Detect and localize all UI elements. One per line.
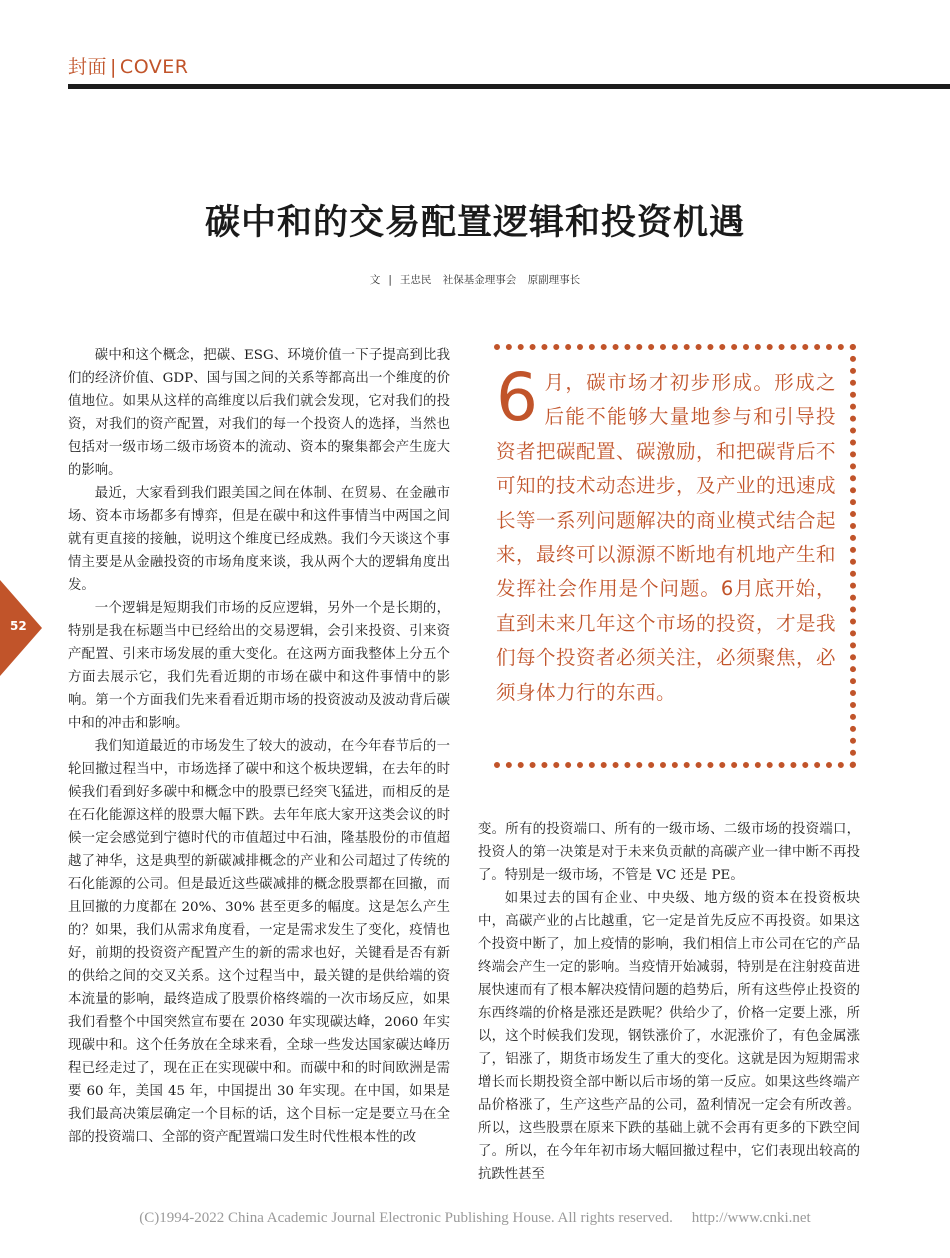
- author-role: 原副理事长: [527, 274, 581, 286]
- byline-prefix: 文: [369, 274, 381, 286]
- section-label: [68, 52, 189, 79]
- pull-quote-text: 月，碳市场才初步形成。形成之后能不能够大量地参与和引导投资者把碳配置、碳激励，和把碳背后不可知的技术动态进步，及产业的迅速成长等一系列问题解决的商业模式结合起来，最终可以源源不断地有机地产生和发挥社会作用是个问题。6月底开始，直到未来几年这个市场的投资，才是我们每个投资者必须关注，必须聚焦，必须身体力行的东西。: [496, 371, 837, 704]
- byline: [0, 272, 950, 287]
- paragraph: 我们知道最近的市场发生了较大的波动，在今年春节后的一轮回撤过程当中，市场选择了碳中和这个板块逻辑，在去年的时候我们看到好多碳中和概念中的股票已经突飞猛进，而相反的是在石化能源这样的股票大幅下跌。去年年底大家开这类会议的时候一定会感觉到宁德时代的市值超过中石油，隆基股份的市值超越了神华，这是典型的新碳减排概念的产业和公司超过了传统的石化能源的公司。但是最近这些碳减排的概念股票都在回撤，而且回撤的力度都在 20%、30% 甚至更多的幅度。这是怎么产生的？如果，我们从需求角度看，一定是需求发生了变化，疫情也好，前期的投资资产配置产生的新的需求也好，关键看是否有新的供给之间的交叉关系。这个过程当中，最关键的是供给端的资本流量的影响，最终造成了股票价格终端的一次市场反应，如果我们看整个中国突然宣布要在 2030 年实现碳达峰，2060 年实现碳中和。这个任务放在全球来看，全球一些发达国家碳达峰历程已经走过了，现在正在实现碳中和。而碳中和的时间欧洲是需要 60 年，美国 45 年，中国提出 30 年实现。在中国，如果是我们最高决策层确定一个目标的话，这个目标一定是要立马在全部的投资端口、全部的资产配置端口发生时代性根本性的改: [68, 739, 450, 1145]
- page-number: 52: [10, 619, 27, 633]
- section-separator: |: [110, 56, 117, 78]
- byline-separator: |: [388, 274, 392, 286]
- author-org: 社保基金理事会: [442, 274, 517, 286]
- section-label-cn: 封面: [68, 56, 108, 78]
- author-name: 王忠民: [399, 274, 432, 286]
- right-column: [478, 818, 860, 1186]
- pull-quote: [496, 359, 837, 710]
- header-rule: [68, 84, 950, 89]
- paragraph: 碳中和这个概念，把碳、ESG、环境价值一下子提高到比我们的经济价值、GDP、国与国之间的关系等都高出一个维度的价值地位。如果从这样的高维度以后我们就会发现，它对我们的投资，对我们的资产配置，对我们的每一个投资人的选择，当然也包括对一级市场二级市场资本的流动、资本的聚集都会产生庞大的影响。: [68, 348, 450, 478]
- paragraph: 最近，大家看到我们跟美国之间在体制、在贸易、在金融市场、资本市场都多有博弈，但是在碳中和这件事情当中两国之间就有更直接的接触，说明这个维度已经成熟。我们今天谈这个事情主要是从金融投资的市场角度来谈，我从两个大的逻辑角度出发。: [68, 486, 450, 593]
- section-label-en: COVER: [119, 56, 189, 78]
- article-title: 碳中和的交易配置逻辑和投资机遇: [204, 202, 745, 243]
- copyright-text: (C)1994-2022 China Academic Journal Electronic Publishing House. All rights reserved.: [139, 1210, 673, 1226]
- paragraph: 如果过去的国有企业、中央级、地方级的资本在投资板块中，高碳产业的占比越重，它一定是首先反应不再投资。如果这个投资中断了，加上疫情的影响，我们相信上市公司在它的产品终端会产生一定的影响。当疫情开始减弱，特别是在注射疫苗进展快速而有了根本解决疫情问题的趋势后，所有这些停止投资的东西终端的价格是涨还是跌呢？供给少了，价格一定要上涨，所以，这个时候我们发现，钢铁涨价了，水泥涨价了，有色金属涨了，铝涨了，期货市场发生了重大的变化。这就是因为短期需求增长而长期投资全部中断以后市场的第一反应。如果这些终端产品价格涨了，生产这些产品的公司，盈利情况一定会有所改善。所以，这些股票在原来下跌的基础上就不会再有更多的下跌空间了。所以，在今年年初市场大幅回撤过程中，它们表现出较高的抗跌性甚至: [478, 891, 860, 1182]
- paragraph: 变。所有的投资端口、所有的一级市场、二级市场的投资端口，投资人的第一决策是对于未来负贡献的高碳产业一律中断不再投了。特别是一级市场，不管是 VC 还是 PE。: [478, 822, 860, 883]
- copyright-footer: [0, 1210, 950, 1227]
- pull-quote-dropcap: 6: [496, 359, 539, 436]
- left-column: [68, 344, 450, 1149]
- footer-url: http://www.cnki.net: [691, 1210, 811, 1226]
- paragraph: 一个逻辑是短期我们市场的反应逻辑，另外一个是长期的，特别是我在标题当中已经给出的交易逻辑，会引来投资、引来资产配置、引来市场发展的重大变化。在这两方面我整体上分五个方面去展示它，我们先看近期的市场在碳中和这件事情中的影响。第一个方面我们先来看看近期市场的投资波动及波动背后碳中和的冲击和影响。: [68, 601, 450, 731]
